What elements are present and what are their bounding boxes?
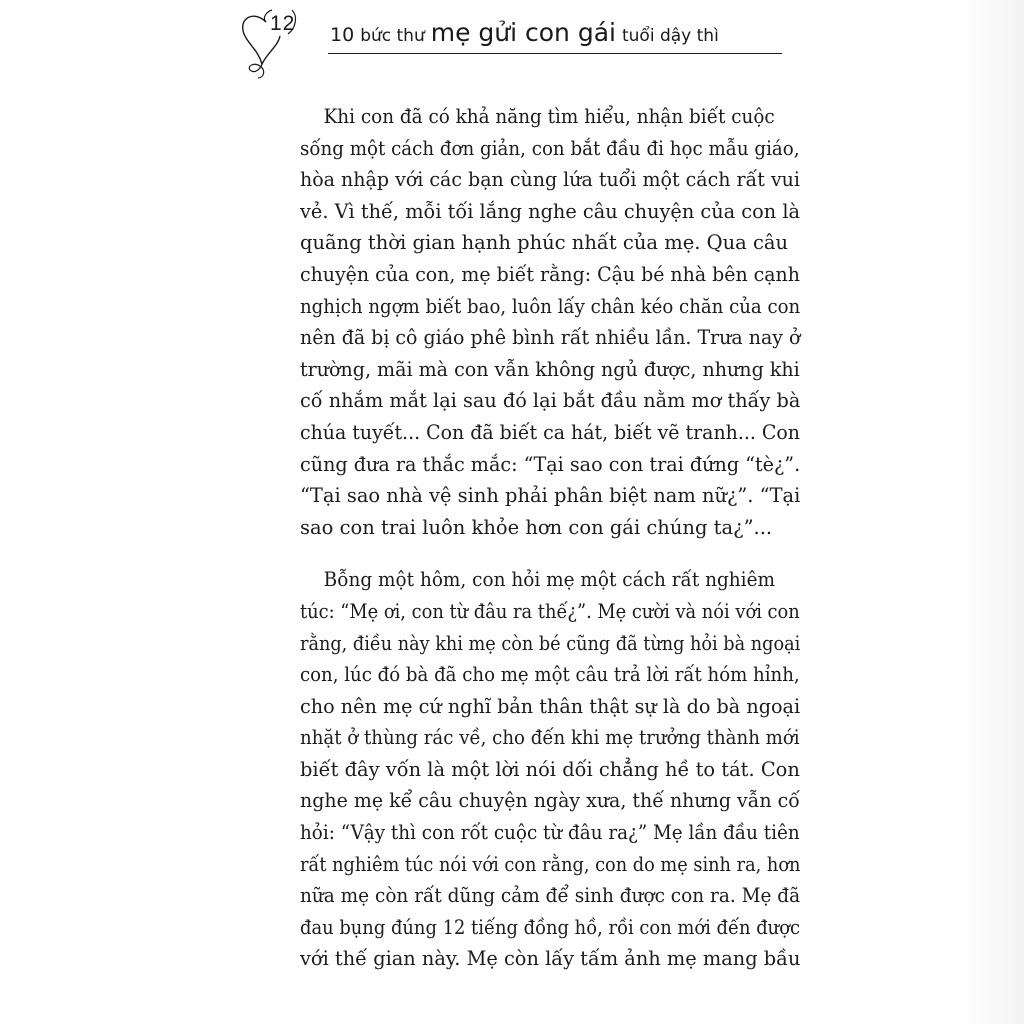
running-header bbox=[330, 18, 719, 58]
paragraph-gap bbox=[300, 543, 800, 564]
text-line: với thế gian này. Mẹ còn lấy tấm ảnh mẹ mang bầu bbox=[300, 947, 801, 971]
text-line: Bỗng một hôm, con hỏi mẹ một cách rất nghiêm bbox=[323, 568, 775, 592]
text-line: biết đây vốn là một lời nói dối chẳng hề to tát. Con bbox=[300, 757, 800, 781]
page-edge-shadow bbox=[964, 0, 1024, 1024]
text-line: nghịch ngợm biết bao, luôn lấy chân kéo chăn của con bbox=[300, 294, 801, 318]
running-header-part: bức thư bbox=[360, 26, 425, 46]
text-line: trường, mãi mà con vẫn không ngủ được, nhưng khi bbox=[300, 357, 800, 381]
text-line: cũng đưa ra thắc mắc: “Tại sao con trai đứng “tè¿”. bbox=[300, 452, 801, 476]
text-line: chúa tuyết... Con đã biết ca hát, biết vẽ tranh... Con bbox=[300, 420, 800, 444]
running-header-part: tuổi dậy thì bbox=[621, 26, 719, 46]
running-header-number: 10 bbox=[330, 24, 355, 46]
text-line: hỏi: “Vậy thì con rốt cuộc từ đâu ra¿” Mẹ lần đầu tiên bbox=[300, 821, 800, 845]
text-line: sống một cách đơn giản, con bắt đầu đi học mẫu giáo, bbox=[300, 136, 800, 160]
body-text bbox=[300, 101, 800, 975]
text-line: túc: “Mẹ ơi, con từ đâu ra thế¿”. Mẹ cười và nói với con bbox=[300, 599, 800, 623]
text-line: nghe mẹ kể câu chuyện ngày xưa, thế nhưng vẫn cố bbox=[300, 789, 800, 813]
text-line: cố nhắm mắt lại sau đó lại bắt đầu nằm mơ thấy bà bbox=[300, 389, 801, 413]
text-line: vẻ. Vì thế, mỗi tối lắng nghe câu chuyện của con là bbox=[300, 199, 801, 223]
text-line: chuyện của con, mẹ biết rằng: Cậu bé nhà bên cạnh bbox=[300, 262, 800, 286]
text-line: rất nghiêm túc nói với con rằng, con do mẹ sinh ra, hơn bbox=[300, 852, 801, 876]
text-line: nên đã bị cô giáo phê bình rất nhiều lần. Trưa nay ở bbox=[300, 326, 801, 350]
text-line: Khi con đã có khả năng tìm hiểu, nhận biết cuộc bbox=[323, 105, 775, 128]
text-line: con, lúc đó bà đã cho mẹ một câu trả lời rất hóm hỉnh, bbox=[300, 663, 800, 687]
text-line: hòa nhập với các bạn cùng lứa tuổi một cách rất vui bbox=[300, 168, 801, 192]
paragraph bbox=[300, 564, 800, 975]
header-rule bbox=[328, 53, 782, 54]
text-line: nữa mẹ còn rất dũng cảm để sinh được con ra. Mẹ đã bbox=[300, 884, 801, 908]
text-line: cho nên mẹ cứ nghĩ bản thân thật sự là do bà ngoại bbox=[300, 694, 801, 718]
text-line: quãng thời gian hạnh phúc nhất của mẹ. Qua câu bbox=[300, 231, 789, 255]
text-line: “Tại sao nhà vệ sinh phải phân biệt nam nữ¿”. “Tại bbox=[300, 484, 801, 508]
text-line: sao con trai luôn khỏe hơn con gái chúng ta¿”... bbox=[300, 515, 773, 539]
text-line: rằng, điều này khi mẹ còn bé cũng đã từng hỏi bà ngoại bbox=[300, 631, 801, 655]
text-line: nhặt ở thùng rác về, cho đến khi mẹ trưởng thành mới bbox=[300, 726, 800, 750]
paragraph bbox=[300, 101, 800, 543]
text-line: đau bụng đúng 12 tiếng đồng hồ, rồi con mới đến được bbox=[300, 915, 800, 939]
running-header-emphasis: mẹ gửi con gái bbox=[430, 18, 616, 47]
page-number: 12 bbox=[270, 12, 296, 35]
